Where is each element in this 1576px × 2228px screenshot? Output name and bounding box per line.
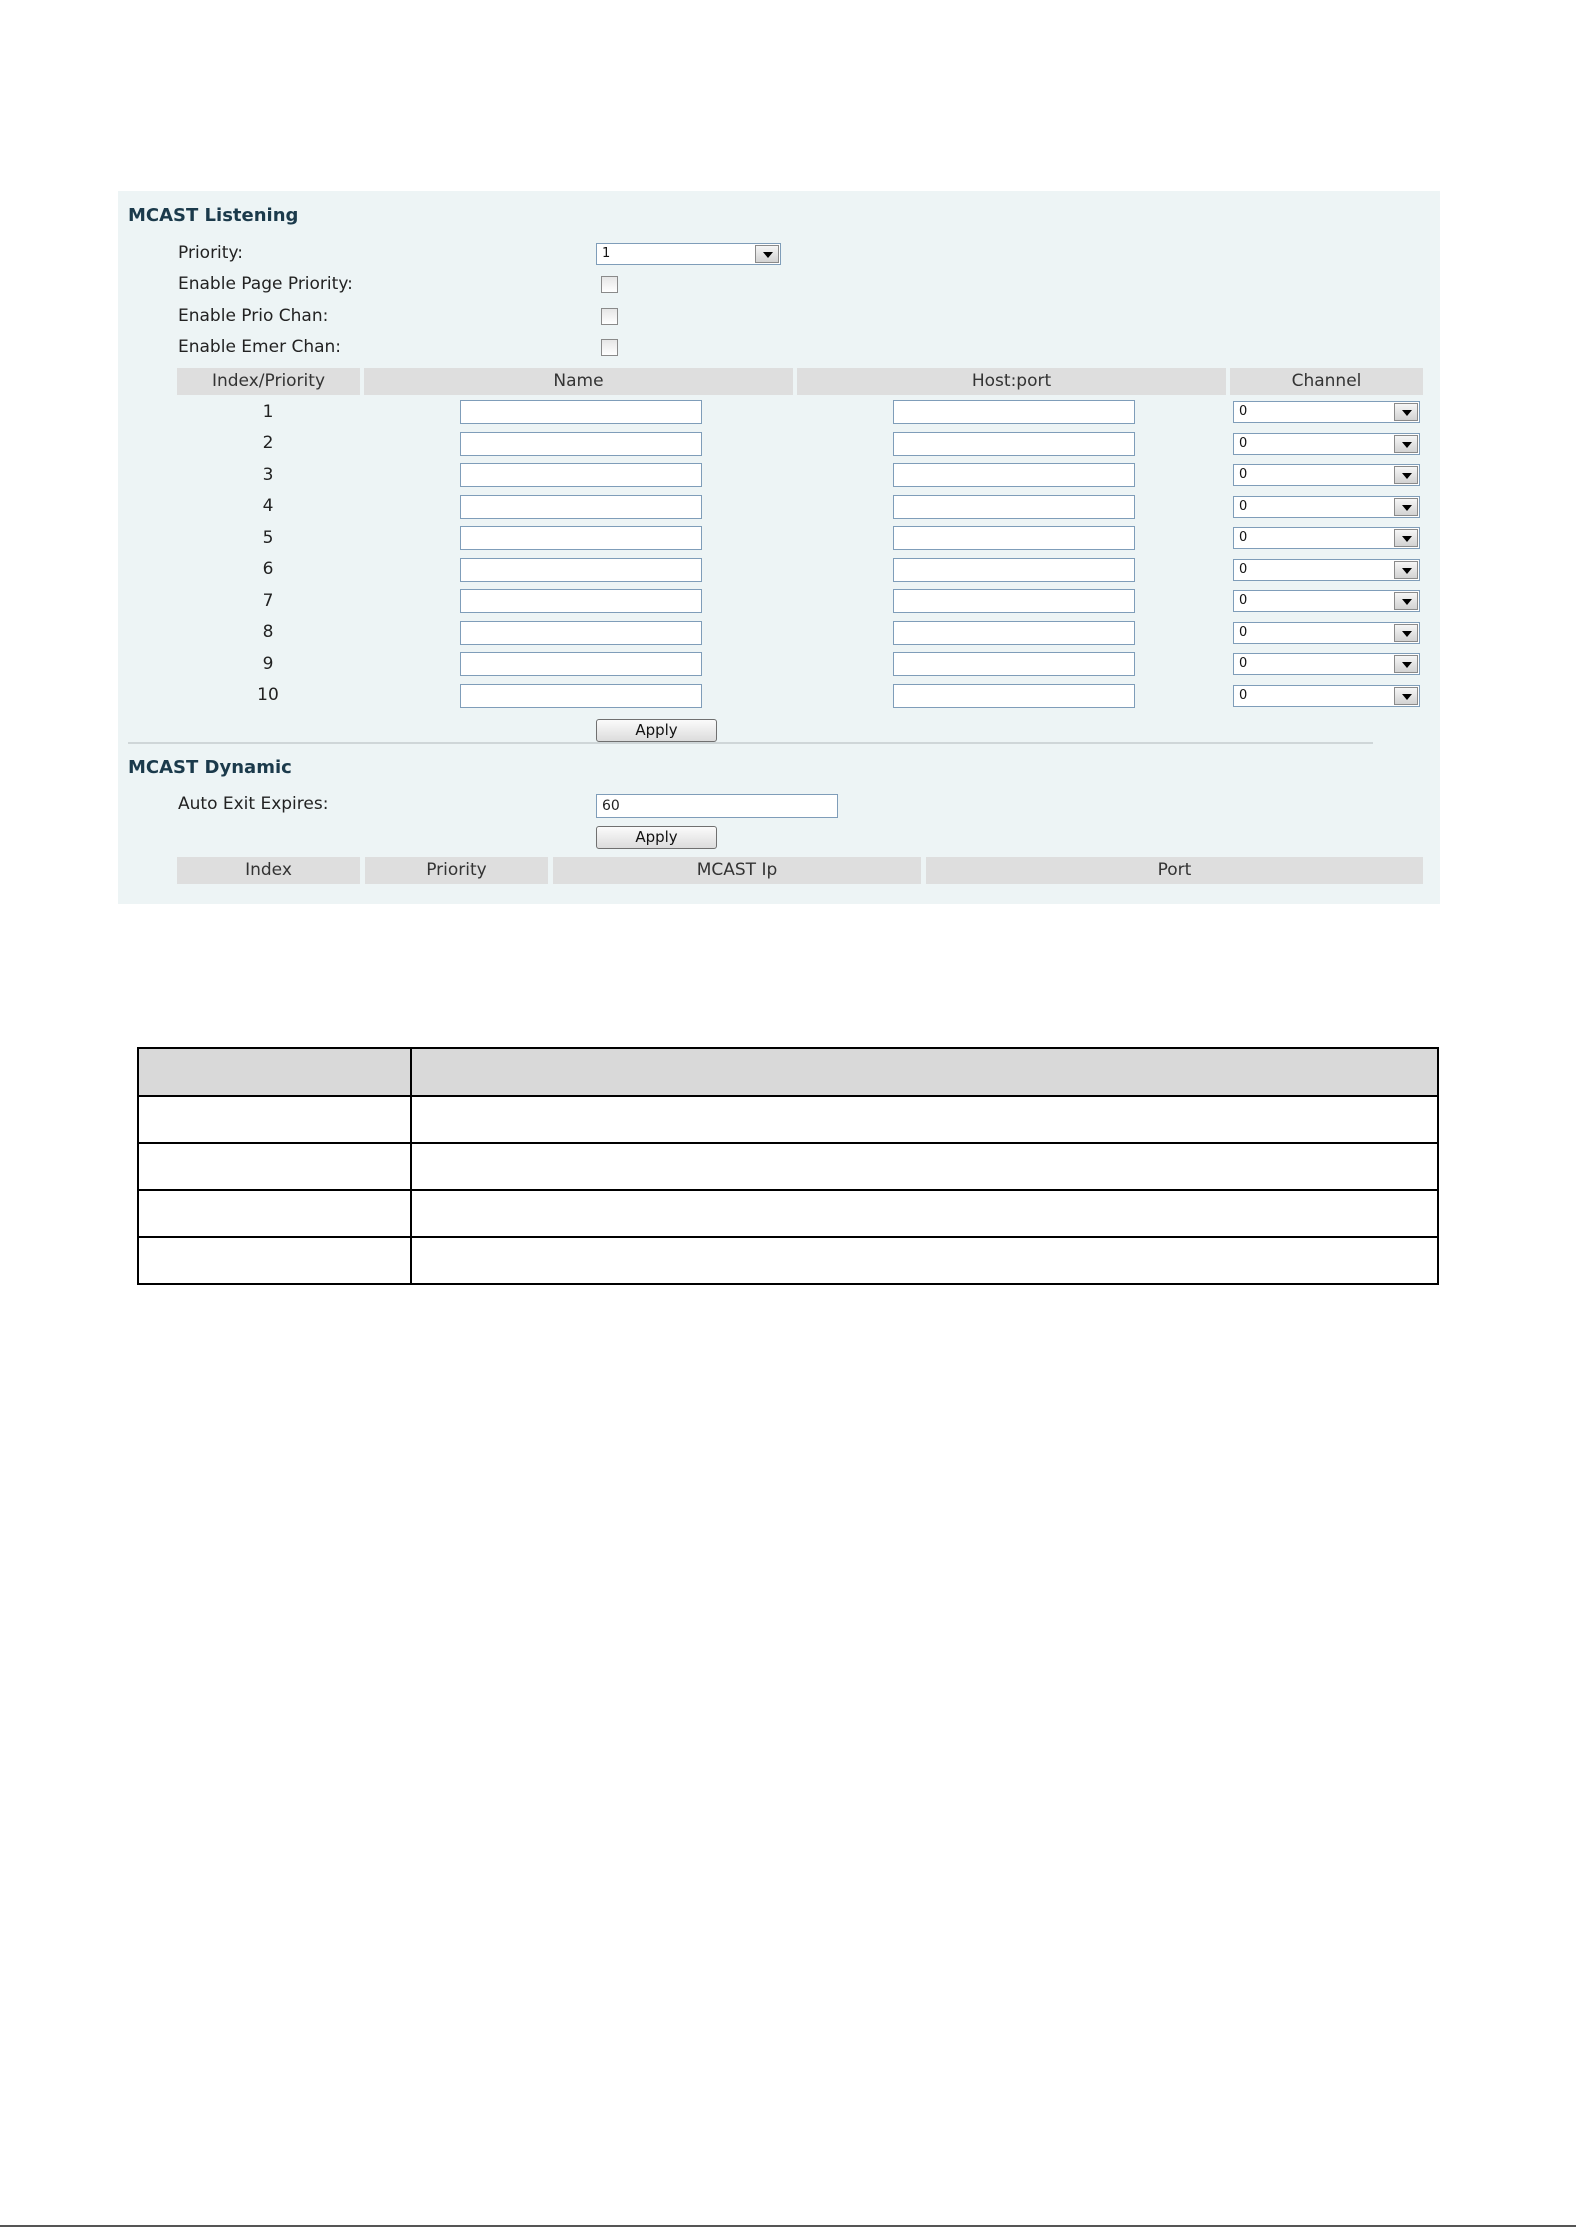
dynamic-apply-button[interactable]: Apply [596, 826, 717, 849]
host-port-input[interactable] [893, 589, 1135, 613]
chevron-down-icon[interactable] [1394, 403, 1418, 421]
channel-select[interactable] [1233, 433, 1420, 455]
name-input[interactable] [460, 432, 702, 456]
table-cell [138, 1096, 411, 1143]
priority-select[interactable] [596, 243, 781, 265]
description-table [137, 1047, 1439, 1285]
name-input[interactable] [460, 526, 702, 550]
table-cell [411, 1190, 1438, 1237]
channel-value: 0 [1239, 688, 1248, 703]
table-row [138, 1143, 1438, 1190]
section-divider [128, 742, 1373, 744]
name-input[interactable] [460, 463, 702, 487]
mcast-listening-title: MCAST Listening [128, 205, 299, 226]
col-header-channel: Channel [1230, 368, 1423, 395]
priority-select-value: 1 [602, 246, 611, 261]
mcast-settings-panel [118, 191, 1440, 904]
col-header-host-port: Host:port [797, 368, 1226, 395]
chevron-down-icon[interactable] [1394, 561, 1418, 579]
host-port-input[interactable] [893, 652, 1135, 676]
table-row [138, 1190, 1438, 1237]
prio-chan-label: Enable Prio Chan: [178, 306, 329, 326]
auto-exit-expires-label: Auto Exit Expires: [178, 794, 329, 814]
name-input[interactable] [460, 621, 702, 645]
header-cell-2 [411, 1048, 1438, 1096]
name-input[interactable] [460, 558, 702, 582]
col-header-index: Index [177, 857, 360, 884]
channel-select[interactable] [1233, 527, 1420, 549]
name-input[interactable] [460, 652, 702, 676]
col-header-priority: Priority [365, 857, 548, 884]
table-row [138, 1237, 1438, 1284]
auto-exit-expires-input[interactable]: 60 [596, 794, 838, 818]
row-index: 4 [262, 496, 274, 516]
listening-apply-button[interactable]: Apply [596, 719, 717, 742]
col-header-port: Port [926, 857, 1423, 884]
page-footer-line [0, 2225, 1576, 2227]
row-index: 2 [262, 433, 274, 453]
channel-select[interactable] [1233, 401, 1420, 423]
name-input[interactable] [460, 400, 702, 424]
col-header-index-priority: Index/Priority [177, 368, 360, 395]
chevron-down-icon[interactable] [1394, 498, 1418, 516]
channel-value: 0 [1239, 593, 1248, 608]
channel-select[interactable] [1233, 590, 1420, 612]
chevron-down-icon[interactable] [1394, 624, 1418, 642]
mcast-dynamic-title: MCAST Dynamic [128, 757, 292, 778]
channel-select[interactable] [1233, 685, 1420, 707]
name-input[interactable] [460, 684, 702, 708]
page-priority-checkbox[interactable] [601, 276, 618, 293]
row-index: 9 [262, 654, 274, 674]
host-port-input[interactable] [893, 495, 1135, 519]
host-port-input[interactable] [893, 463, 1135, 487]
host-port-input[interactable] [893, 526, 1135, 550]
channel-value: 0 [1239, 656, 1248, 671]
table-cell [138, 1143, 411, 1190]
chevron-down-icon[interactable] [1394, 687, 1418, 705]
row-index: 3 [262, 465, 274, 485]
host-port-input[interactable] [893, 558, 1135, 582]
chevron-down-icon[interactable] [755, 245, 779, 263]
description-table-header [138, 1048, 1438, 1096]
row-index: 6 [262, 559, 274, 579]
channel-select[interactable] [1233, 622, 1420, 644]
chevron-down-icon[interactable] [1394, 655, 1418, 673]
host-port-input[interactable] [893, 400, 1135, 424]
channel-value: 0 [1239, 562, 1248, 577]
chevron-down-icon[interactable] [1394, 466, 1418, 484]
channel-value: 0 [1239, 404, 1248, 419]
table-cell [411, 1143, 1438, 1190]
chevron-down-icon[interactable] [1394, 435, 1418, 453]
channel-value: 0 [1239, 467, 1248, 482]
channel-select[interactable] [1233, 464, 1420, 486]
table-row [138, 1096, 1438, 1143]
row-index: 10 [257, 685, 279, 705]
prio-chan-checkbox[interactable] [601, 308, 618, 325]
host-port-input[interactable] [893, 432, 1135, 456]
name-input[interactable] [460, 589, 702, 613]
col-header-name: Name [364, 368, 793, 395]
table-cell [138, 1190, 411, 1237]
row-index: 5 [262, 528, 274, 548]
row-index: 8 [262, 622, 274, 642]
col-header-mcast-ip: MCAST Ip [553, 857, 921, 884]
emer-chan-checkbox[interactable] [601, 339, 618, 356]
chevron-down-icon[interactable] [1394, 529, 1418, 547]
row-index: 7 [262, 591, 274, 611]
channel-select[interactable] [1233, 496, 1420, 518]
host-port-input[interactable] [893, 684, 1135, 708]
host-port-input[interactable] [893, 621, 1135, 645]
channel-select[interactable] [1233, 559, 1420, 581]
table-cell [411, 1096, 1438, 1143]
channel-value: 0 [1239, 530, 1248, 545]
chevron-down-icon[interactable] [1394, 592, 1418, 610]
channel-value: 0 [1239, 625, 1248, 640]
channel-value: 0 [1239, 436, 1248, 451]
priority-label: Priority: [178, 243, 243, 263]
name-input[interactable] [460, 495, 702, 519]
table-cell [411, 1237, 1438, 1284]
header-cell-1 [138, 1048, 411, 1096]
page-priority-label: Enable Page Priority: [178, 274, 353, 294]
table-cell [138, 1237, 411, 1284]
row-index: 1 [262, 402, 274, 422]
channel-value: 0 [1239, 499, 1248, 514]
channel-select[interactable] [1233, 653, 1420, 675]
emer-chan-label: Enable Emer Chan: [178, 337, 342, 357]
